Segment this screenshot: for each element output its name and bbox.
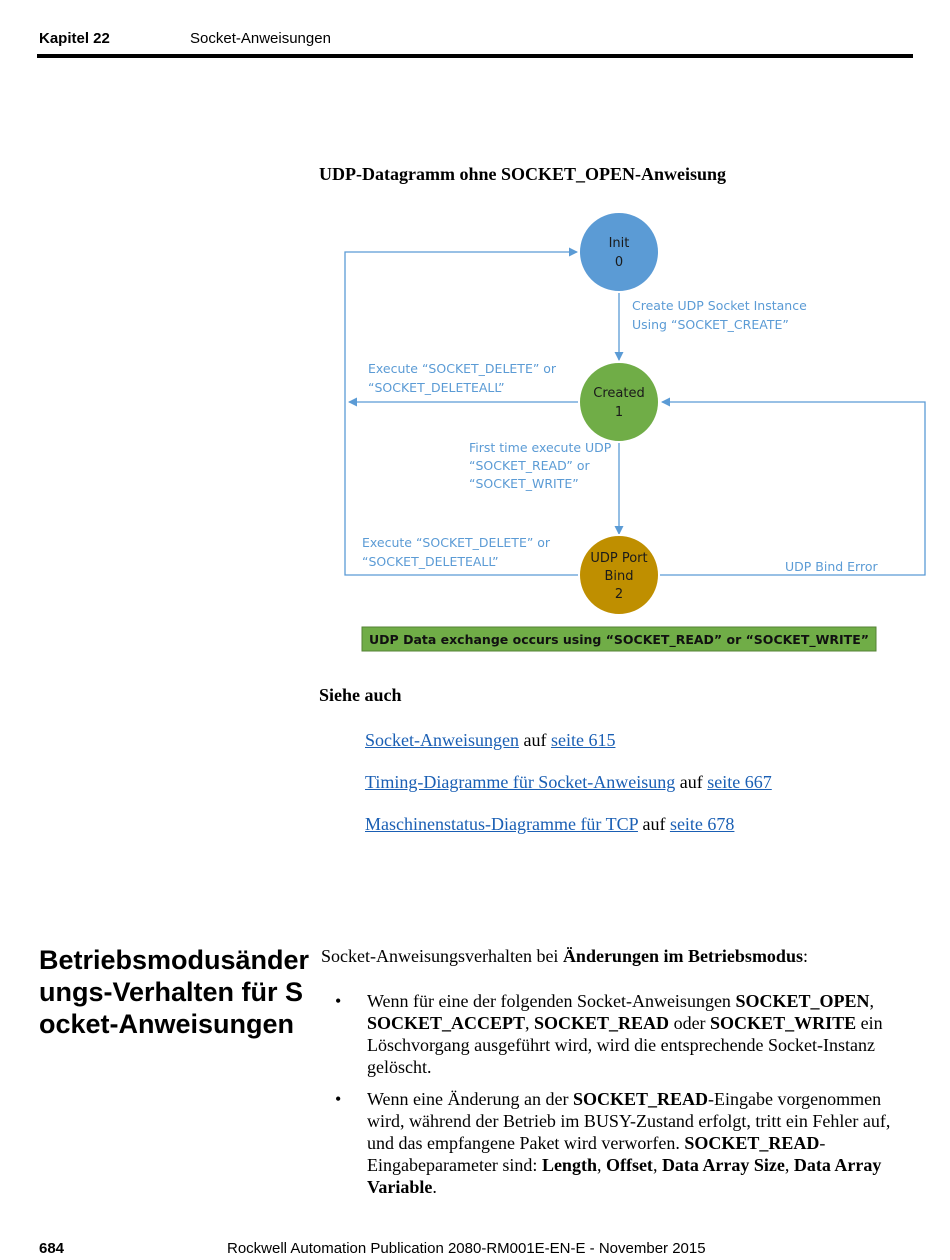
page-number: 684 [39, 1240, 65, 1257]
publication-info: Rockwell Automation Publication 2080-RM001E-EN-E - November 2015 [227, 1240, 706, 1257]
behavior-list [321, 990, 921, 1208]
xref-page-link[interactable]: seite 615 [550, 730, 616, 750]
intro-suffix: : [802, 946, 808, 966]
state-bind-number: 2 [614, 587, 624, 602]
see-also-item [365, 814, 734, 835]
xref-page-link[interactable]: seite 678 [669, 814, 735, 834]
state-init-name: Init [608, 236, 630, 251]
xref-link[interactable]: Timing-Diagramme für Socket-Anweisung [365, 772, 676, 792]
label-create-1: Create UDP Socket Instance [632, 298, 807, 313]
udp-state-diagram [330, 205, 930, 660]
label-delete1-2: “SOCKET_DELETEALL” [368, 380, 505, 395]
label-bind-error: UDP Bind Error [785, 559, 878, 574]
see-also-item [365, 730, 615, 751]
bullet-dot: • [335, 991, 342, 1011]
data-exchange-text: UDP Data exchange occurs using “SOCKET_READ” or “SOCKET_WRITE” [369, 632, 869, 647]
state-created-name: Created [593, 386, 645, 401]
label-first-1: First time execute UDP [469, 440, 612, 455]
state-created [579, 362, 659, 442]
label-delete1-1: Execute “SOCKET_DELETE” or [368, 361, 557, 376]
label-delete2-1: Execute “SOCKET_DELETE” or [362, 535, 551, 550]
xref-connector: auf [637, 814, 670, 834]
see-also-item [365, 772, 772, 793]
state-created-number: 1 [614, 405, 624, 420]
xref-link[interactable]: Socket-Anweisungen [365, 730, 519, 750]
label-first-3: “SOCKET_WRITE” [469, 476, 579, 491]
label-first-2: “SOCKET_READ” or [469, 458, 590, 473]
intro-bold: Änderungen im Betriebsmodus [562, 946, 803, 966]
state-init [579, 212, 659, 292]
xref-page-link[interactable]: seite 667 [707, 772, 772, 792]
label-delete2-2: “SOCKET_DELETEALL” [362, 554, 499, 569]
see-also-heading: Siehe auch [319, 685, 402, 705]
state-bind-name-2: Bind [604, 569, 634, 584]
xref-connector: auf [518, 730, 551, 750]
transition-bind-delete [345, 252, 579, 575]
chapter-title: Socket-Anweisungen [190, 30, 331, 47]
figure-title: UDP-Datagramm ohne SOCKET_OPEN-Anweisung [319, 164, 727, 184]
label-create-2: Using “SOCKET_CREATE” [632, 317, 789, 332]
transition-bind-error [659, 402, 925, 575]
section-intro [321, 946, 808, 967]
header-rule [37, 54, 913, 58]
bullet-dot: • [335, 1089, 342, 1109]
xref-link[interactable]: Maschinenstatus-Diagramme für TCP [365, 814, 638, 834]
section-heading: Betriebsmodusänderungs-Verhalten für Socket-Anweisungen [39, 945, 310, 1039]
chapter-label: Kapitel 22 [39, 30, 110, 47]
state-bind-name-1: UDP Port [590, 551, 648, 566]
xref-connector: auf [675, 772, 708, 792]
list-item: • Wenn für eine der folgenden Socket-Anweisungen SOCKET_OPEN, SOCKET_ACCEPT, SOCKET_READ oder SOCKET_WRITE ein Löschvorgang ausgeführt wird, wird die entsprechende Socket-Instanz gelöscht. [335, 991, 883, 1077]
intro-text: Socket-Anweisungsverhalten bei [321, 946, 563, 966]
state-init-number: 0 [614, 255, 624, 270]
list-item: • Wenn eine Änderung an der SOCKET_READ-Eingabe vorgenommen wird, während der Betrieb im BUSY-Zustand erfolgt, tritt ein Fehler auf, und das empfangene Paket wird verworfen. SOCKET_READ-Eingabeparameter sind: Length, Offset, Data Array Size, Data Array Variable. [335, 1089, 891, 1197]
